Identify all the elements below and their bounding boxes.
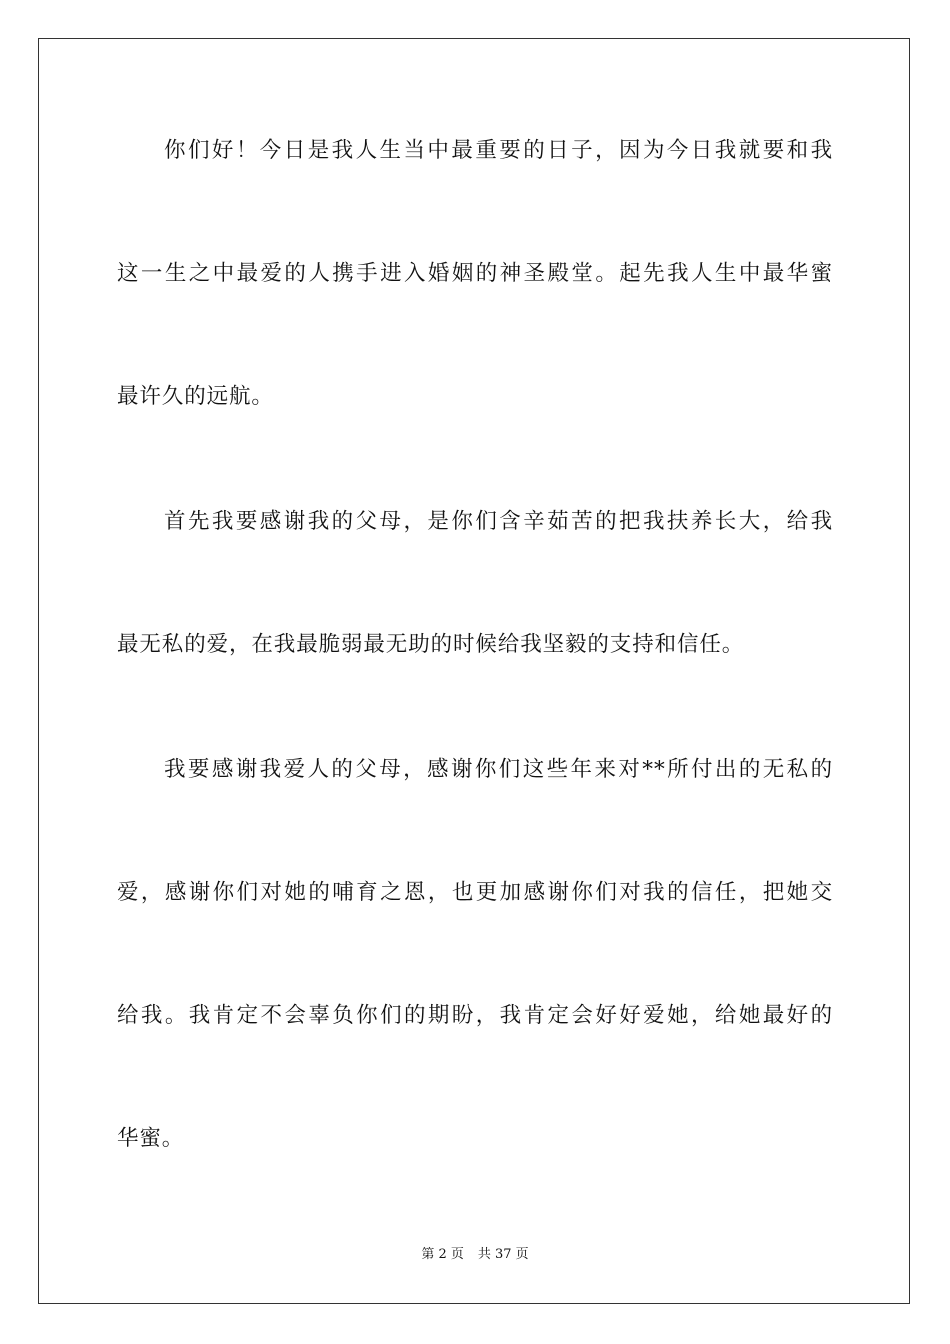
paragraph-2-line-1: 首先我要感谢我的父母，是你们含辛茹苦的把我扶养长大，给我 — [164, 509, 833, 534]
paragraph-3-line-2: 爱，感谢你们对她的哺育之恩，也更加感谢你们对我的信任，把她交 — [117, 880, 833, 905]
paragraph-3-line-1: 我要感谢我爱人的父母，感谢你们这些年来对**所付出的无私的 — [164, 757, 833, 782]
page-number: 第 2 页 — [421, 1247, 464, 1262]
paragraph-2-line-2: 最无私的爱，在我最脆弱最无助的时候给我坚毅的支持和信任。 — [117, 632, 745, 657]
paragraph-3-line-3: 给我。我肯定不会辜负你们的期盼，我肯定会好好爱她，给她最好的 — [117, 1003, 833, 1028]
page-footer — [0, 1246, 950, 1264]
paragraph-1-line-2: 这一生之中最爱的人携手进入婚姻的神圣殿堂。起先我人生中最华蜜 — [117, 261, 833, 286]
paragraph-1-line-3: 最许久的远航。 — [117, 384, 274, 409]
page-total: 共 37 页 — [477, 1247, 529, 1262]
paragraph-1-line-1: 你们好！今日是我人生当中最重要的日子，因为今日我就要和我 — [164, 138, 833, 163]
paragraph-3-line-4: 华蜜。 — [117, 1126, 185, 1151]
page-frame — [38, 38, 910, 1304]
